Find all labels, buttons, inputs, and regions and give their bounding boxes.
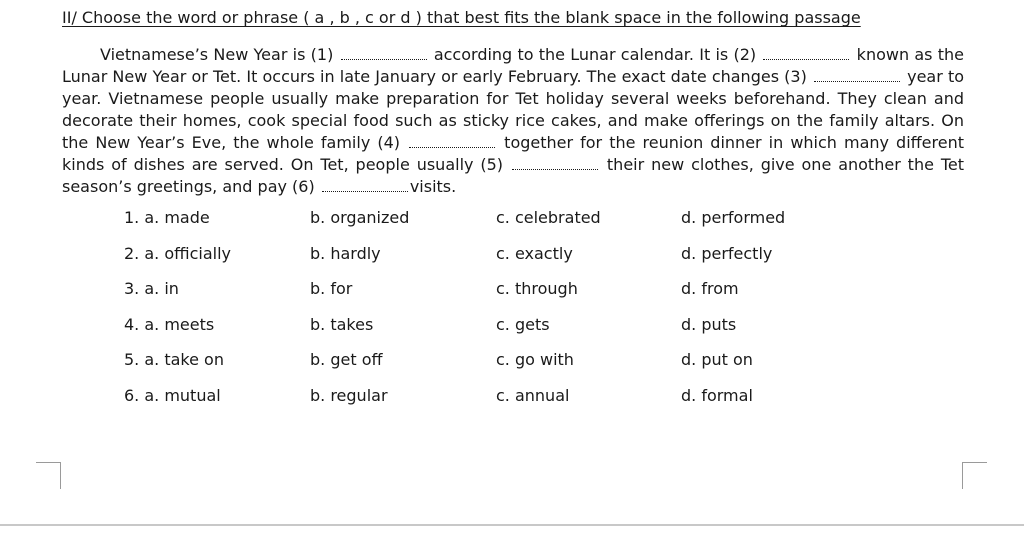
option-a: 4. a. meets: [124, 314, 215, 334]
option-a: 3. a. in: [124, 279, 179, 299]
blank-2: [763, 58, 849, 60]
page-margin-corner-right: [962, 462, 987, 489]
blank-1: [341, 58, 427, 60]
question-row: [0, 350, 1024, 386]
passage-paragraph: [62, 44, 964, 198]
option-b: b. get off: [310, 350, 383, 370]
option-a: 6. a. mutual: [124, 385, 221, 405]
passage-text: together for the reunion dinner in which many different kinds of dishes are served. On Tet, people usually (5): [62, 133, 965, 174]
blank-3: [814, 80, 900, 82]
blank-6: [322, 190, 408, 192]
section-heading: II/ Choose the word or phrase ( a , b , c or d ) that best fits the blank space in the following passage: [62, 8, 861, 27]
passage-text: visits.: [409, 177, 457, 196]
option-d: d. puts: [681, 314, 737, 334]
page-bottom-rule: [0, 524, 1024, 526]
blank-5: [512, 168, 598, 170]
passage-text: known as the Lunar New Year or Tet. It occurs in late January or early February. The exact date changes (3): [62, 45, 964, 86]
option-c: c. celebrated: [496, 208, 601, 227]
question-row: [0, 279, 1024, 315]
option-b: b. organized: [310, 208, 410, 227]
question-row: [0, 208, 1024, 244]
passage-text: according to the Lunar calendar. It is (2): [433, 45, 757, 64]
option-c: c. gets: [496, 314, 550, 334]
option-c: c. exactly: [496, 243, 573, 263]
option-a: 2. a. officially: [124, 243, 231, 263]
option-c: c. through: [496, 279, 578, 299]
answer-options: [0, 208, 1024, 422]
blank-4: [409, 146, 495, 148]
option-d: d. performed: [681, 208, 786, 227]
option-b: b. for: [310, 279, 353, 299]
question-row: [0, 244, 1024, 280]
passage-text: their new clothes, give one another the Tet season’s greetings, and pay (6): [62, 155, 965, 196]
option-d: d. put on: [681, 350, 753, 370]
question-row: [0, 315, 1024, 351]
option-c: c. go with: [496, 350, 574, 370]
page-margin-corner-left: [36, 462, 61, 489]
question-row: [0, 386, 1024, 422]
passage-text: Vietnamese’s New Year is (1): [100, 45, 334, 64]
passage-text: year to year. Vietnamese people usually make preparation for Tet holiday several weeks beforehand. They clean and decorate their homes, cook special food such as sticky rice cakes, and make offerings on the family altars. On the New Year’s Eve, the whole family (4): [62, 67, 964, 152]
option-d: d. perfectly: [681, 243, 773, 263]
option-a: 5. a. take on: [124, 350, 224, 370]
option-b: b. hardly: [310, 243, 381, 263]
option-d: d. from: [681, 279, 739, 299]
option-b: b. takes: [310, 314, 374, 334]
option-a: 1. a. made: [124, 208, 210, 227]
option-c: c. annual: [496, 385, 570, 405]
option-d: d. formal: [681, 385, 753, 405]
option-b: b. regular: [310, 385, 388, 405]
